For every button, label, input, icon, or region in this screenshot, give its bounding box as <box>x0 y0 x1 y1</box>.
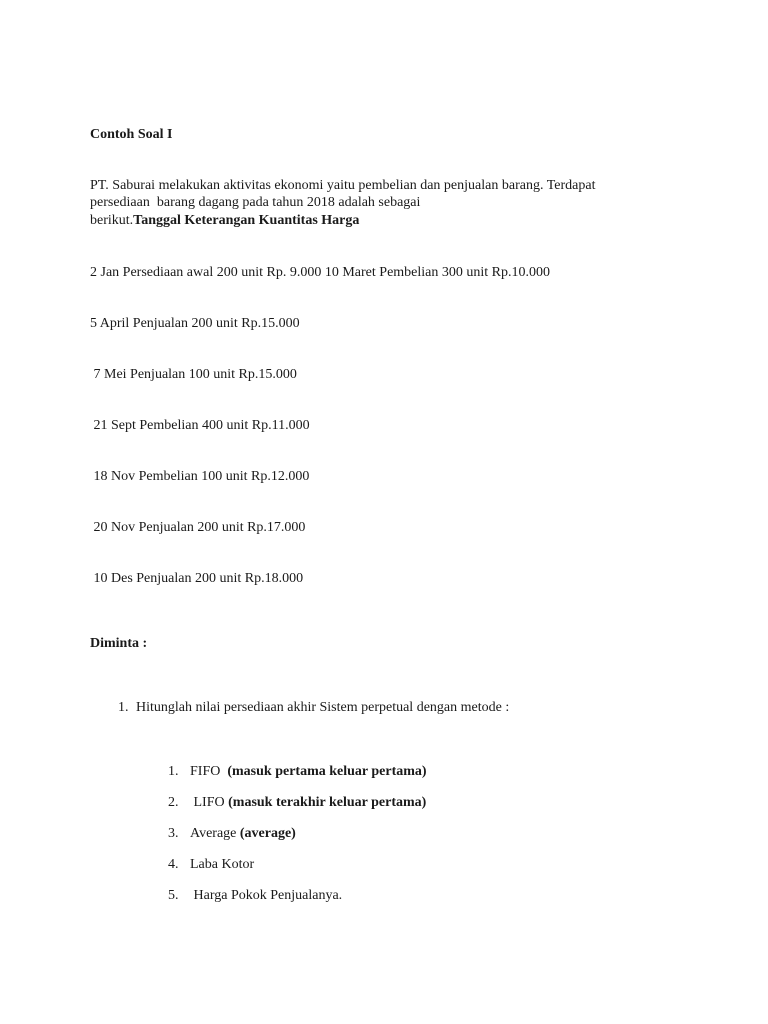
intro-line-3-bold: Tanggal Keterangan Kuantitas Harga <box>133 213 360 228</box>
method-description: (masuk terakhir keluar pertama) <box>228 795 427 810</box>
method-number: 1. <box>168 764 179 779</box>
method-description: (masuk pertama keluar pertama) <box>227 764 427 779</box>
transaction-line: 10 Des Penjualan 200 unit Rp.18.000 <box>90 571 304 586</box>
method-item <box>190 825 296 842</box>
method-label: Laba Kotor <box>190 857 255 872</box>
method-label: FIFO <box>190 764 228 779</box>
method-item <box>190 794 426 811</box>
method-item <box>190 856 254 873</box>
method-number: 5. <box>168 888 179 903</box>
transaction-line: 7 Mei Penjualan 100 unit Rp.15.000 <box>90 367 297 382</box>
method-item <box>190 887 342 904</box>
intro-line-3-prefix: berikut. <box>90 213 134 228</box>
method-number: 3. <box>168 826 179 841</box>
question-text: Hitunglah nilai persediaan akhir Sistem perpetual dengan metode : <box>136 700 510 715</box>
method-label: LIFO <box>190 795 229 810</box>
transaction-line: 18 Nov Pembelian 100 unit Rp.12.000 <box>90 469 310 484</box>
method-number: 4. <box>168 857 179 872</box>
method-description: (average) <box>239 826 296 841</box>
transaction-line: 2 Jan Persediaan awal 200 unit Rp. 9.000 10 Maret Pembelian 300 unit Rp.10.000 <box>90 265 550 280</box>
intro-line-3 <box>90 212 359 229</box>
question-number: 1. <box>118 700 129 715</box>
intro-line-2: persediaan barang dagang pada tahun 2018 adalah sebagai <box>90 195 421 210</box>
transaction-line: 21 Sept Pembelian 400 unit Rp.11.000 <box>90 418 310 433</box>
method-number: 2. <box>168 795 179 810</box>
diminta-heading: Diminta : <box>90 636 148 651</box>
method-item <box>190 763 427 780</box>
intro-line-1: PT. Saburai melakukan aktivitas ekonomi yaitu pembelian dan penjualan barang. Terdapat <box>90 178 596 193</box>
transaction-line: 5 April Penjualan 200 unit Rp.15.000 <box>90 316 300 331</box>
transaction-line: 20 Nov Penjualan 200 unit Rp.17.000 <box>90 520 306 535</box>
document-title: Contoh Soal I <box>90 127 173 142</box>
method-label: Harga Pokok Penjualanya. <box>190 888 343 903</box>
method-label: Average <box>190 826 240 841</box>
